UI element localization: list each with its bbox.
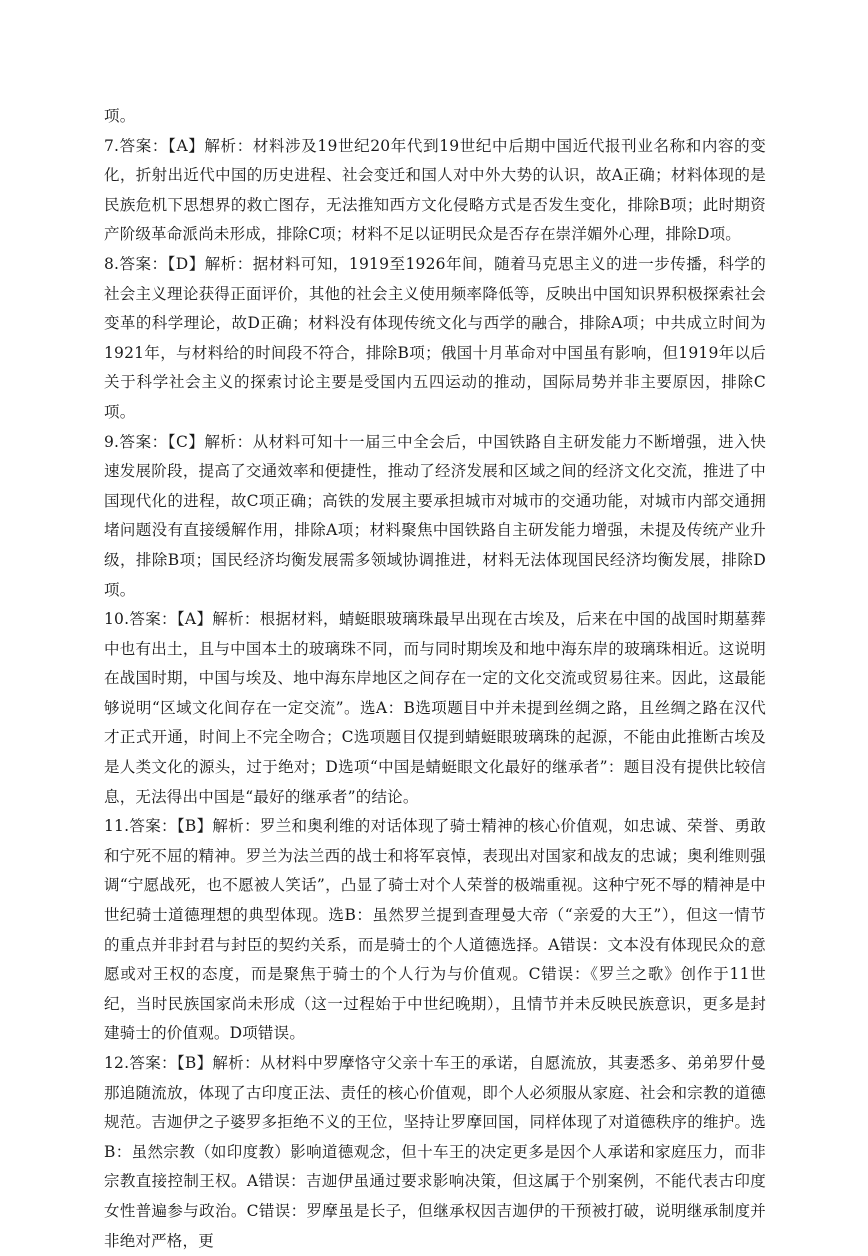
answer-11: 11.答案：【B】解析：罗兰和奥利维的对话体现了骑士精神的核心价值观，如忠诚、荣誉、勇敢和宁死不屈的精神。罗兰为法兰西的战士和将军哀悼，表现出对国家和战友的忠诚；奥利维则强调“宁愿战死，也不愿被人笑话”，凸显了骑士对个人荣誉的极端重视。这种宁死不辱的精神是中世纪骑士道德理想的典型体现。选B：虽然罗兰提到查理曼大帝（“亲爱的大王”），但这一情节的重点并非封君与封臣的契约关系，而是骑士的个人道德选择。A错误：文本没有体现民众的意愿或对王权的态度，而是聚焦于骑士的个人行为与价值观。C错误：《罗兰之歌》创作于11世纪，当时民族国家尚未形成（这一过程始于中世纪晚期），且情节并未反映民族意识，更多是封建骑士的价值观。D项错误。: [104, 817, 766, 1043]
answer-12: 12.答案：【B】解析：从材料中罗摩恪守父亲十车王的承诺，自愿流放，其妻悉多、弟弟罗什曼那追随流放，体现了古印度正法、责任的核心价值观，即个人必须服从家庭、社会和宗教的道德规范。吉迦伊之子婆罗多拒绝不义的王位，坚持让罗摩回国，同样体现了对道德秩序的维护。选B：虽然宗教（如印度教）影响道德观念，但十车王的决定更多是因个人承诺和家庭压力，而非宗教直接控制王权。A错误：吉迦伊虽通过要求影响决策，但这属于个别案例，不能代表古印度女性普遍参与政治。C错误：罗摩虽是长子，但继承权因吉迦伊的干预被打破，说明继承制度并非绝对严格，更: [104, 1054, 766, 1250]
answer-7: 7.答案：【A】解析：材料涉及19世纪20年代到19世纪中后期中国近代报刊业名称和内容的变化，折射出近代中国的历史进程、社会变迁和国人对中外大势的认识，故A正确；材料体现的是民族危机下思想界的救亡图存，无法推知西方文化侵略方式是否发生变化，排除B项；此时期资产阶级革命派尚未形成，排除C项；材料不足以证明民众是否存在崇洋媚外心理，排除D项。: [104, 136, 766, 244]
answer-9: 9.答案：【C】解析：从材料可知十一届三中全会后，中国铁路自主研发能力不断增强，进入快速发展阶段，提高了交通效率和便捷性，推动了经济发展和区域之间的经济文化交流，推进了中国现代化的进程，故C项正确；高铁的发展主要承担城市对城市的交通功能，对城市内部交通拥堵问题没有直接缓解作用，排除A项；材料聚焦中国铁路自主研发能力增强，未提及传统产业升级，排除B项；国民经济均衡发展需多领域协调推进，材料无法体现国民经济均衡发展，排除D项。: [104, 432, 766, 599]
answer-10: 10.答案：【A】解析：根据材料，蜻蜓眼玻璃珠最早出现在古埃及，后来在中国的战国时期墓葬中也有出土，且与中国本土的玻璃珠不同，而与同时期埃及和地中海东岸的玻璃珠相近。这说明在战国时期，中国与埃及、地中海东岸地区之间存在一定的文化交流或贸易往来。因此，这最能够说明“区域文化间存在一定交流”。选A：B选项题目中并未提到丝绸之路，且丝绸之路在汉代才正式开通，时间上不完全吻合；C选项题目仅提到蜻蜓眼玻璃珠的起源，不能由此推断古埃及是人类文化的源头，过于绝对；D选项“中国是蜻蜓眼文化最好的继承者”：题目没有提供比较信息，无法得出中国是“最好的继承者”的结论。: [104, 610, 766, 806]
answer-8: 8.答案：【D】解析：据材料可知，1919至1926年间，随着马克思主义的进一步传播，科学的社会主义理论获得正面评价，其他的社会主义使用频率降低等，反映出中国知识界积极探索社会变革的科学理论，故D正确；材料没有体现传统文化与西学的融合，排除A项；中共成立时间为1921年，与材料给的时间段不符合，排除B项；俄国十月革命对中国虽有影响，但1919年以后关于科学社会主义的探索讨论主要是受国内五四运动的推动，国际局势并非主要原因，排除C项。: [104, 254, 766, 421]
paragraph-continuation: 项。: [104, 107, 136, 125]
answer-document: [104, 102, 766, 1256]
